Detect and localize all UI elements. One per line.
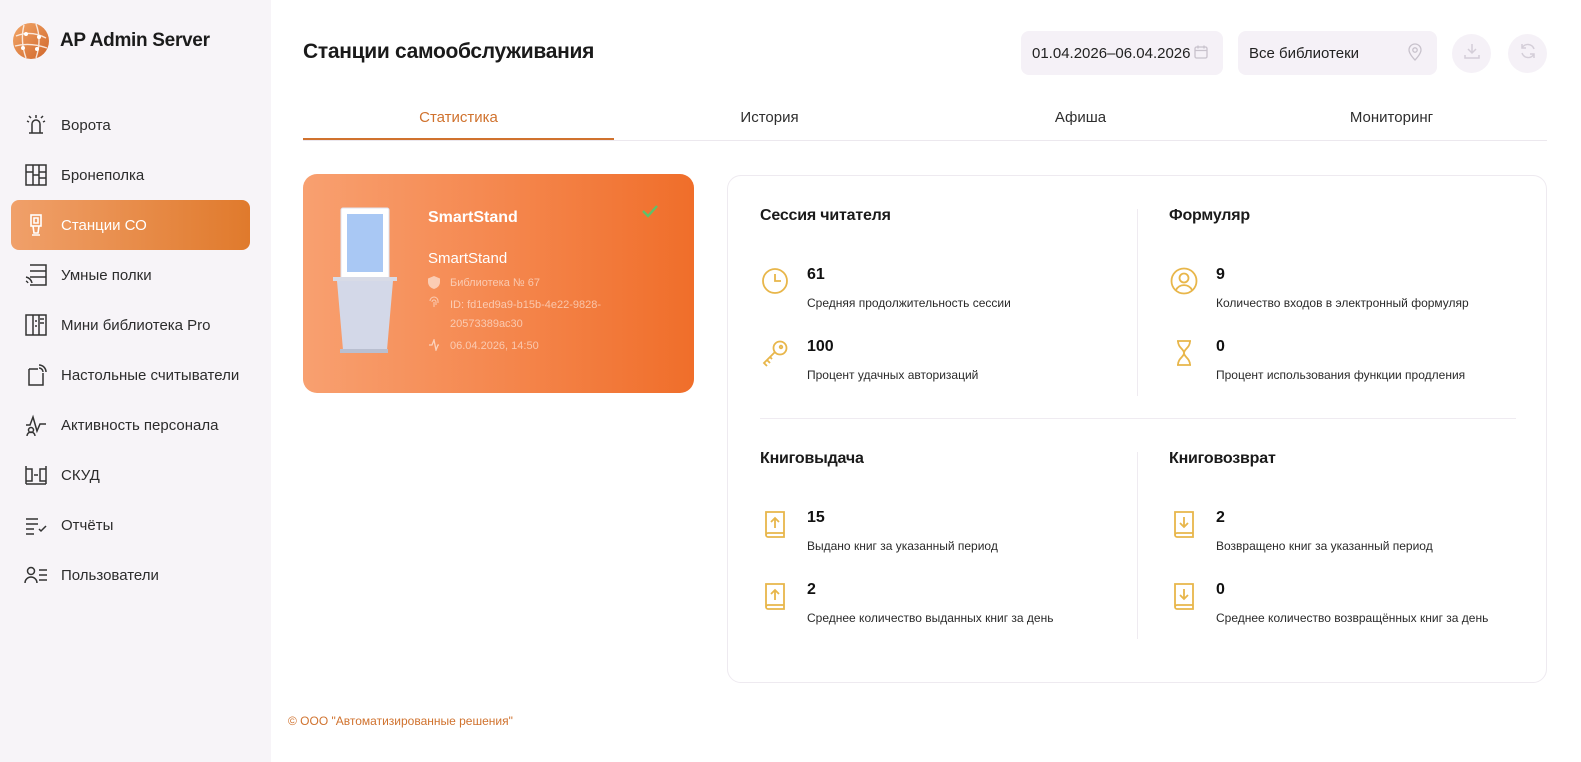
sidebar-item-smart-shelves[interactable] (11, 250, 250, 300)
sidebar-item-staff-activity[interactable] (11, 400, 250, 450)
map-pin-icon (1407, 43, 1423, 65)
tab-monitoring[interactable]: Мониторинг (1349, 109, 1434, 126)
stat-value: 2 (1216, 509, 1225, 526)
divider (1137, 209, 1138, 396)
divider (1137, 452, 1138, 639)
stat-books-issued (760, 509, 998, 553)
section-title-form: Формуляр (1169, 207, 1250, 224)
stat-avg-returned (1169, 581, 1488, 625)
staff-activity-icon (23, 412, 49, 438)
library-select[interactable] (1238, 31, 1437, 75)
sidebar-item-desktop-readers[interactable] (11, 350, 250, 400)
logo-icon (12, 22, 50, 60)
tab-afisha[interactable]: Афиша (1054, 109, 1107, 126)
sidebar-item-label: Активность персонала (61, 416, 219, 434)
tab-history[interactable]: История (740, 109, 799, 126)
stat-label: Средняя продолжительность сессии (807, 296, 1011, 310)
stat-renewal-usage (1169, 338, 1465, 382)
stat-session-duration (760, 266, 1011, 310)
sidebar-item-reports[interactable] (11, 500, 250, 550)
device-library (428, 276, 620, 292)
stat-value: 0 (1216, 338, 1225, 355)
sidebar-item-label: Отчёты (61, 516, 114, 534)
refresh-icon (1519, 42, 1537, 65)
device-library-text: Библиотека № 67 (450, 277, 540, 289)
access-control-icon (23, 462, 49, 488)
divider (760, 418, 1516, 419)
stat-label: Среднее количество возвращённых книг за день (1216, 611, 1489, 625)
sidebar-item-label: Мини библиотека Pro (61, 316, 211, 334)
mini-library-icon (23, 312, 49, 338)
stat-label: Процент удачных авторизаций (807, 368, 979, 382)
locker-icon (23, 162, 49, 188)
sidebar-item-label: Умные полки (61, 266, 152, 284)
stat-value: 61 (807, 266, 825, 283)
book-download-icon (1169, 509, 1201, 541)
stats-panel (727, 175, 1547, 683)
device-title: SmartStand (428, 209, 518, 226)
kiosk-icon (23, 212, 49, 238)
hourglass-icon (1169, 338, 1201, 370)
library-select-value: Все библиотеки (1249, 44, 1360, 62)
section-title-issue: Книговыдача (760, 450, 864, 467)
device-updated-text: 06.04.2026, 14:50 (450, 340, 539, 352)
download-icon (1463, 42, 1481, 65)
user-circle-icon (1169, 266, 1201, 298)
stat-value: 2 (807, 581, 816, 598)
stat-auth-success (760, 338, 978, 382)
sidebar-item-label: Станции СО (61, 216, 147, 234)
fingerprint-icon (428, 296, 444, 334)
stat-value: 9 (1216, 266, 1225, 283)
section-title-return: Книговозврат (1169, 450, 1276, 467)
sidebar (0, 0, 271, 762)
stat-label: Процент использования функции продления (1216, 368, 1466, 382)
reports-icon (23, 512, 49, 538)
shield-icon (428, 276, 444, 292)
stat-label: Среднее количество выданных книг за день (807, 611, 1054, 625)
date-range-value: 01.04.2026–06.04.2026 (1032, 44, 1191, 62)
book-upload-icon (760, 581, 792, 613)
sidebar-item-label: Настольные считыватели (61, 366, 240, 384)
calendar-icon (1193, 44, 1209, 64)
stat-value: 100 (807, 338, 834, 355)
sidebar-item-label: Бронеполка (61, 166, 145, 184)
sidebar-item-label: Ворота (61, 116, 111, 134)
stat-avg-issued (760, 581, 1053, 625)
section-title-session: Сессия читателя (760, 207, 891, 224)
users-icon (23, 562, 49, 588)
kiosk-illustration (333, 206, 399, 356)
sidebar-item-label: Пользователи (61, 566, 159, 584)
page-title: Станции самообслуживания (303, 40, 595, 63)
stat-label: Количество входов в электронный формуляр (1216, 296, 1469, 310)
sidebar-nav (11, 100, 250, 600)
app-title: AP Admin Server (60, 30, 210, 51)
key-icon (760, 338, 792, 370)
tab-statistics[interactable]: Статистика (303, 96, 614, 140)
sidebar-item-locker[interactable] (11, 150, 250, 200)
status-check-icon (641, 204, 659, 223)
sidebar-item-gates[interactable] (11, 100, 250, 150)
device-updated (428, 339, 620, 354)
book-download-icon (1169, 581, 1201, 613)
stat-label: Выдано книг за указанный период (807, 539, 998, 553)
activity-icon (428, 339, 444, 354)
stat-value: 0 (1216, 581, 1225, 598)
smart-shelf-icon (23, 262, 49, 288)
desktop-reader-icon (23, 362, 49, 388)
sidebar-item-mini-library[interactable] (11, 300, 250, 350)
stat-label: Возвращено книг за указанный период (1216, 539, 1433, 553)
device-card[interactable] (303, 174, 694, 393)
stat-value: 15 (807, 509, 825, 526)
gate-icon (23, 112, 49, 138)
sidebar-item-users[interactable] (11, 550, 250, 600)
device-name: SmartStand (428, 250, 508, 267)
brand[interactable] (12, 22, 210, 60)
refresh-button[interactable] (1508, 34, 1547, 73)
footer-copyright: © ООО "Автоматизированные решения" (288, 714, 513, 728)
device-id (428, 296, 620, 334)
sidebar-item-access-control[interactable] (11, 450, 250, 500)
stat-books-returned (1169, 509, 1433, 553)
date-range-picker[interactable] (1021, 31, 1223, 75)
stat-form-logins (1169, 266, 1469, 310)
sidebar-item-kiosks[interactable] (11, 200, 250, 250)
download-button[interactable] (1452, 34, 1491, 73)
clock-icon (760, 266, 792, 298)
book-upload-icon (760, 509, 792, 541)
sidebar-item-label: СКУД (61, 466, 100, 484)
device-id-text: ID: fd1ed9a9-b15b-4e22-9828-20573389ac30 (450, 299, 602, 330)
tab-bar (303, 96, 1547, 141)
